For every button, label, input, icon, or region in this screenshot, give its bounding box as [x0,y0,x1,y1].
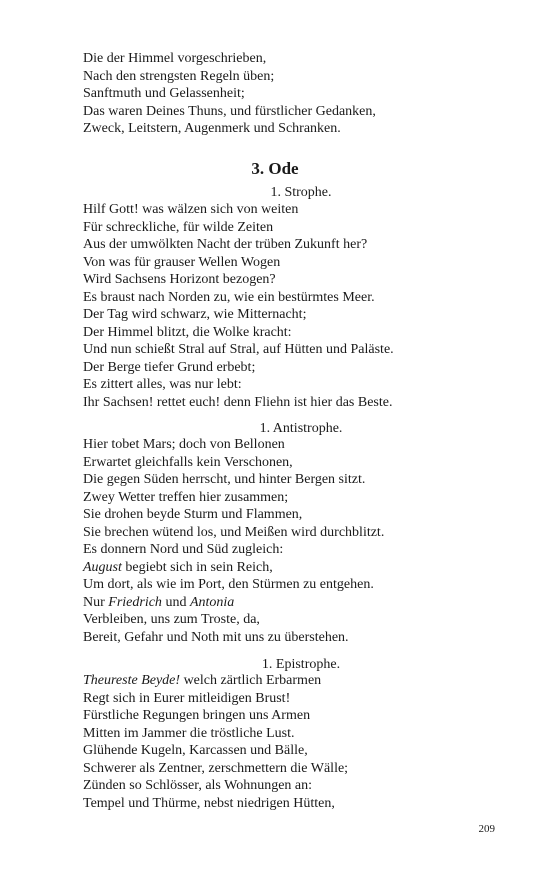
verse-line: Tempel und Thürme, nebst niedrigen Hütten, [83,795,335,811]
verse-text: Nur [83,594,109,610]
verse-line: Ihr Sachsen! rettet euch! denn Fliehn ist hier das Beste. [83,394,393,410]
epistrophe-stanza [83,672,483,812]
name-antonia: Antonia [189,594,235,610]
verse-line: Und nun schießt Stral auf Stral, auf Hütten und Paläste. [83,342,394,357]
verse-line [83,559,483,577]
verse-line: Der Tag wird schwarz, wie Mitternacht; [83,307,307,322]
verse-line: Aus der umwölkten Nacht der trüben Zukunft her? [83,237,368,252]
verse-line: Das waren Deines Thuns, und fürstlicher Gedanken, [83,103,376,119]
verse-line: Schwerer als Zentner, zerschmettern die Wälle; [83,760,349,776]
verse-line: Der Himmel blitzt, die Wolke kracht: [83,324,292,340]
verse-line: Der Berge tiefer Grund erbebt; [83,359,256,375]
verse-line: Nach den strengsten Regeln üben; [83,68,275,84]
verse-line: Die gegen Süden herrscht, und hinter Bergen sitzt. [83,472,366,487]
verse-text: begiebt sich in sein Reich, [121,559,273,575]
verse-line: Verbleiben, uns zum Troste, da, [83,612,260,627]
antistrophe-stanza [83,436,483,646]
verse-line: Wird Sachsens Horizont bezogen? [83,272,276,287]
verse-line: Zweck, Leitstern, Augenmerk und Schranken. [83,121,341,136]
intro-stanza [83,50,483,138]
verse-line: Sanftmuth und Gelassenheit; [83,86,245,101]
verse-line: Zünden so Schlösser, als Wohnungen an: [83,778,313,793]
name-august: August [83,559,122,575]
verse-line [83,672,483,690]
verse-line: Erwartet gleichfalls kein Verschonen, [83,454,293,470]
verse-line: Es braust nach Norden zu, wie ein bestürmtes Meer. [83,289,375,305]
verse-line: Mitten im Jammer die tröstliche Lust. [83,725,295,741]
ode-title: 3. Ode [251,159,299,178]
strophe-stanza [83,201,483,411]
verse-line: Glühende Kugeln, Karcassen und Bälle, [83,743,308,758]
verse-line: Es zittert alles, was nur lebt: [83,377,242,392]
verse-line: Von was für grauser Wellen Wogen [83,254,281,270]
verse-text: und [161,594,190,610]
verse-line [83,594,483,612]
verse-line: Zwey Wetter treffen hier zusammen; [83,489,289,505]
strophe-heading: 1. Strophe. [270,185,332,200]
verse-text: welch zärtlich Erbarmen [180,673,322,688]
verse-line: Regt sich in Eurer mitleidigen Brust! [83,690,291,706]
verse-line: Für schreckliche, für wilde Zeiten [83,219,274,235]
verse-line: Sie drohen beyde Sturm und Flammen, [83,507,303,522]
verse-line: Es donnern Nord und Süd zugleich: [83,542,284,557]
epistrophe-heading: 1. Epistrophe. [261,657,341,672]
name-friedrich: Friedrich [108,594,162,610]
verse-line: Hilf Gott! was wälzen sich von weiten [83,202,299,217]
antistrophe-heading: 1. Antistrophe. [259,421,343,436]
verse-line: Sie brechen wütend los, und Meißen wird durchblitzt. [83,524,385,540]
verse-line: Die der Himmel vorgeschrieben, [83,51,267,66]
verse-line: Bereit, Gefahr und Noth mit uns zu überstehen. [83,629,349,645]
address-italic: Theureste Beyde! [83,673,181,688]
verse-line: Hier tobet Mars; doch von Bellonen [83,437,285,452]
verse-line: Um dort, als wie im Port, den Stürmen zu entgehen. [83,577,374,592]
page-number: 209 [478,823,495,835]
verse-line: Fürstliche Regungen bringen uns Armen [83,708,311,723]
